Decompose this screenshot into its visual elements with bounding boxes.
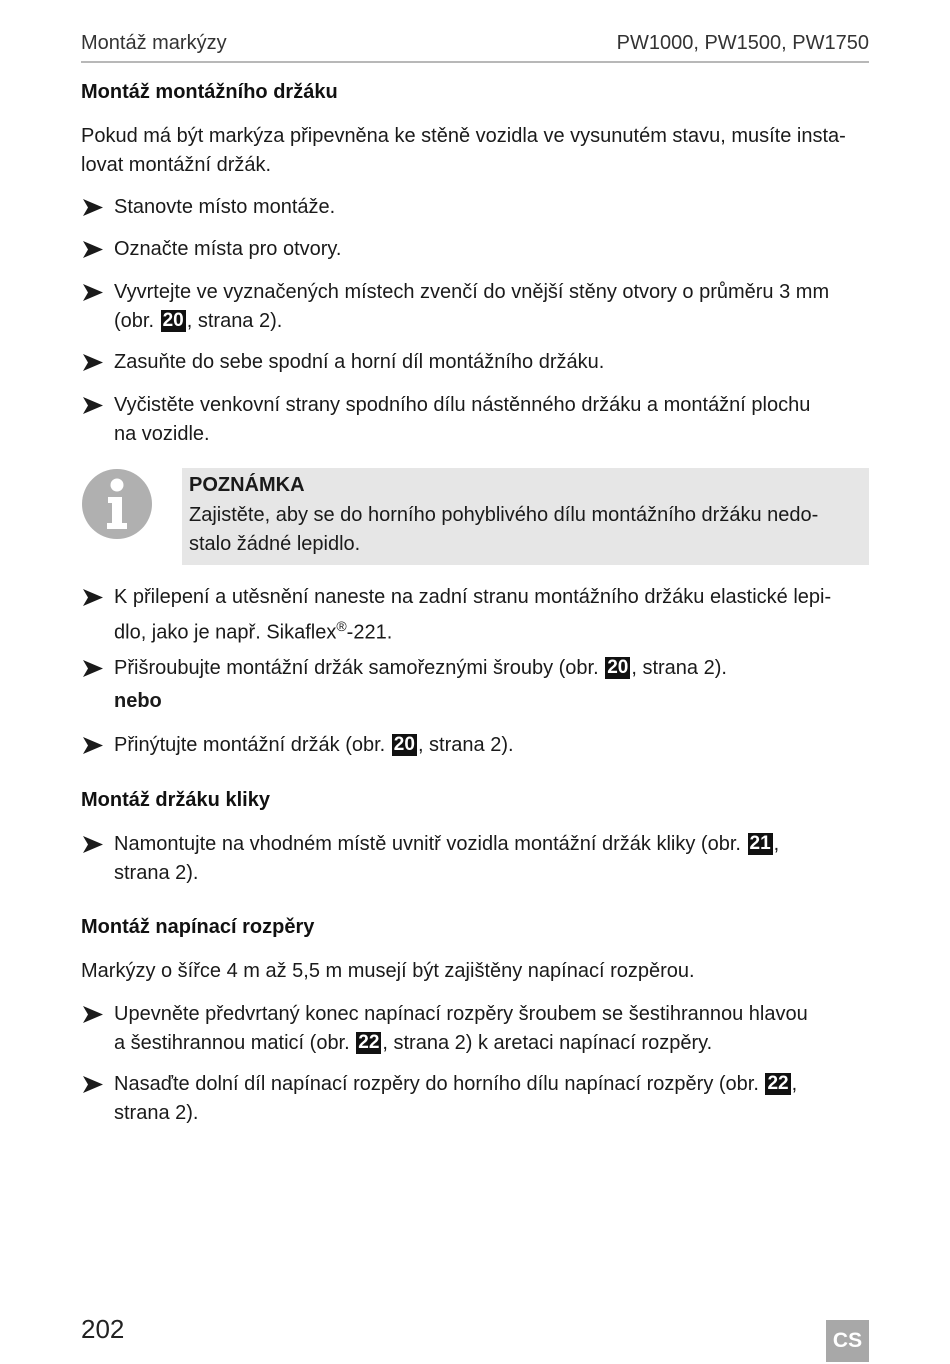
step-text [114, 731, 866, 760]
step-text-fragment: -221. [346, 621, 393, 644]
arrow-bullet-icon [81, 830, 107, 859]
figure-ref-badge: 20 [162, 310, 184, 331]
step-text-fragment: , [773, 833, 780, 855]
figure-ref-badge: 20 [607, 657, 629, 678]
step-text-fragment: , strana 2). [186, 310, 283, 332]
step-text-fragment: , [791, 1073, 798, 1095]
arrow-bullet-icon [81, 731, 107, 760]
step-line [114, 307, 866, 336]
header-model-list: PW1000, PW1500, PW1750 [616, 32, 869, 54]
step-text: Stanovte místo montáže. [114, 196, 336, 218]
step-text-fragment: Přišroubujte montážní držák samořeznými šrouby (obr. [114, 657, 599, 679]
arrow-bullet-icon [81, 278, 107, 307]
section-heading-tension-rafter: Montáž napínací rozpěry [81, 916, 315, 938]
step-text [114, 278, 866, 336]
step-text-fragment: a šestihrannou maticí (obr. [114, 1032, 350, 1054]
step-text-fragment: Namontujte na vhodném místě uvnitř vozidla montážní držák kliky (obr. [114, 833, 741, 855]
registered-mark: ® [336, 618, 347, 634]
arrow-bullet-icon [81, 1070, 107, 1099]
step-line: Vyčistěte venkovní strany spodního dílu nástěnného držáku a montážní plochu [114, 394, 811, 416]
step-line [114, 1070, 866, 1099]
step-text-fragment: Přinýtujte montážní držák (obr. [114, 734, 386, 756]
section-heading-crank-holder: Montáž držáku kliky [81, 789, 270, 811]
info-icon [81, 468, 153, 540]
step-text-fragment: , strana 2) k aretaci napínací rozpěry. [382, 1032, 713, 1054]
intro-line: Pokud má být markýza připevněna ke stěně vozidla ve vysunutém stavu, musíte insta- [81, 125, 846, 147]
step-text-fragment: , strana 2). [631, 657, 727, 679]
step-text [114, 830, 866, 888]
section-intro: Markýzy o šířce 4 m až 5,5 m musejí být zajištěny napínací rozpěrou. [81, 960, 695, 982]
arrow-bullet-icon [81, 1000, 107, 1029]
note-body [189, 501, 861, 559]
step-line [114, 830, 866, 859]
step-text-fragment: (obr. [114, 310, 155, 332]
step-line: K přilepení a utěsnění naneste na zadní stranu montážního držáku elastické lepi- [114, 586, 832, 608]
step-text [114, 391, 866, 449]
section-heading-mounting-bracket: Montáž montážního držáku [81, 81, 338, 103]
note-line: Zajistěte, aby se do horního pohyblivého dílu montážního držáku nedo- [189, 504, 819, 526]
arrow-bullet-icon [81, 348, 107, 377]
page-number: 202 [81, 1314, 125, 1344]
note-line: stalo žádné lepidlo. [189, 533, 361, 555]
arrow-bullet-icon [81, 391, 107, 420]
step-line: Upevněte předvrtaný konec napínací rozpěry šroubem se šestihrannou hlavou [114, 1003, 808, 1025]
note-title: POZNÁMKA [189, 474, 305, 496]
step-text [114, 654, 866, 683]
intro-line: lovat montážní držák. [81, 154, 272, 176]
or-connector: nebo [114, 690, 162, 712]
figure-ref-badge: 22 [358, 1032, 380, 1053]
arrow-bullet-icon [81, 583, 107, 612]
step-line: strana 2). [114, 862, 199, 884]
page-header [81, 30, 869, 63]
step-text [114, 1070, 866, 1128]
figure-ref-badge: 21 [749, 833, 771, 854]
step-text: Označte místa pro otvory. [114, 238, 342, 260]
step-line: Vyvrtejte ve vyznačených místech zvenčí do vnější stěny otvory o průměru 3 mm [114, 281, 830, 303]
step-text [114, 1000, 866, 1058]
intro-paragraph [81, 122, 869, 180]
step-line [114, 1029, 866, 1058]
note-box [182, 468, 869, 565]
step-text-fragment: dlo, jako je např. Sikaflex [114, 621, 337, 644]
step-line: na vozidle. [114, 423, 210, 445]
step-line: strana 2). [114, 1102, 199, 1124]
step-text-fragment: , strana 2). [417, 734, 514, 756]
step-line [114, 612, 866, 648]
figure-ref-badge: 20 [393, 734, 415, 755]
step-text: Zasuňte do sebe spodní a horní díl montážního držáku. [114, 351, 605, 373]
header-section-title: Montáž markýzy [81, 32, 227, 54]
language-badge: CS [826, 1320, 869, 1362]
step-text [114, 583, 866, 648]
arrow-bullet-icon [81, 193, 107, 222]
step-text-fragment: Nasaďte dolní díl napínací rozpěry do horního dílu napínací rozpěry (obr. [114, 1073, 759, 1095]
figure-ref-badge: 22 [767, 1073, 789, 1094]
arrow-bullet-icon [81, 235, 107, 264]
arrow-bullet-icon [81, 654, 107, 683]
